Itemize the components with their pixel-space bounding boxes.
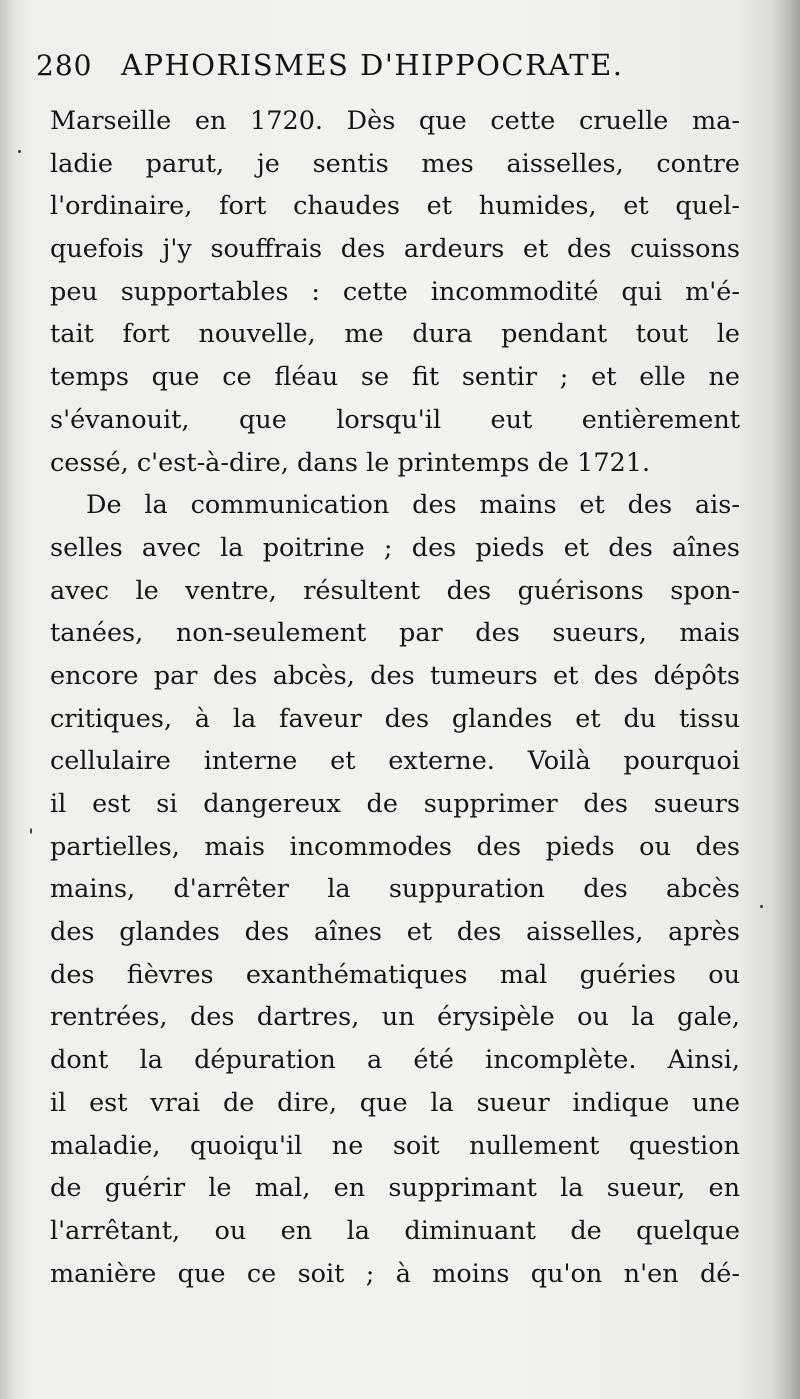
text-line: rentrées, des dartres, un érysipèle ou la gale, — [50, 1002, 740, 1033]
text-line: il est vrai de dire, que la sueur indique une — [50, 1087, 740, 1118]
text-line: maladie, quoiqu'il ne soit nullement question — [50, 1130, 740, 1161]
paper-speck — [30, 828, 32, 834]
page-left-shadow — [0, 0, 16, 1399]
text-line: s'évanouit, que lorsqu'il eut entièrement — [50, 404, 740, 435]
text-line: il est si dangereux de supprimer des sueurs — [50, 789, 740, 819]
text-line: temps que ce fléau se fit sentir ; et elle ne — [50, 362, 740, 393]
text-line: manière que ce soit ; à moins qu'on n'en dé- — [50, 1258, 740, 1289]
page-gutter-shadow — [772, 0, 800, 1399]
text-line: mains, d'arrêter la suppuration des abcès — [50, 874, 740, 905]
text-line: l'arrêtant, ou en la diminuant de quelque — [50, 1215, 740, 1246]
text-line: des fièvres exanthématiques mal guéries ou — [50, 959, 740, 990]
text-line: cessé, c'est-à-dire, dans le printemps de 1721. — [50, 447, 651, 478]
text-line: partielles, mais incommodes des pieds ou des — [50, 831, 740, 862]
text-line: dont la dépuration a été incomplète. Ainsi, — [50, 1045, 740, 1076]
text-line: Marseille en 1720. Dès que cette cruelle ma- — [50, 106, 740, 136]
text-line: cellulaire interne et externe. Voilà pourquoi — [50, 746, 740, 777]
text-line: tait fort nouvelle, me dura pendant tout le — [50, 319, 740, 350]
page-number: 280 — [36, 49, 93, 82]
text-line: ladie parut, je sentis mes aisselles, contre — [50, 148, 740, 179]
text-line: encore par des abcès, des tumeurs et des dépôts — [50, 660, 740, 691]
paper-speck — [18, 150, 21, 153]
text-line: quefois j'y souffrais des ardeurs et des cuissons — [50, 234, 740, 265]
paragraph-start-line: De la communication des mains et des ais- — [86, 490, 740, 521]
text-line: peu supportables : cette incommodité qui m'é- — [50, 276, 740, 307]
text-line: avec le ventre, résultent des guérisons spon- — [50, 575, 740, 606]
text-line: selles avec la poitrine ; des pieds et des aînes — [50, 532, 740, 563]
page-header — [36, 48, 736, 83]
running-title: APHORISMES D'HIPPOCRATE. — [121, 48, 624, 82]
text-line: l'ordinaire, fort chaudes et humides, et quel- — [50, 191, 740, 222]
paper-speck — [760, 905, 763, 908]
text-line: tanées, non-seulement par des sueurs, mais — [50, 618, 740, 649]
body-text — [50, 100, 740, 1295]
text-line: critiques, à la faveur des glandes et du tissu — [50, 703, 740, 734]
text-line: des glandes des aînes et des aisselles, après — [50, 917, 740, 948]
text-line: de guérir le mal, en supprimant la sueur, en — [50, 1173, 740, 1204]
